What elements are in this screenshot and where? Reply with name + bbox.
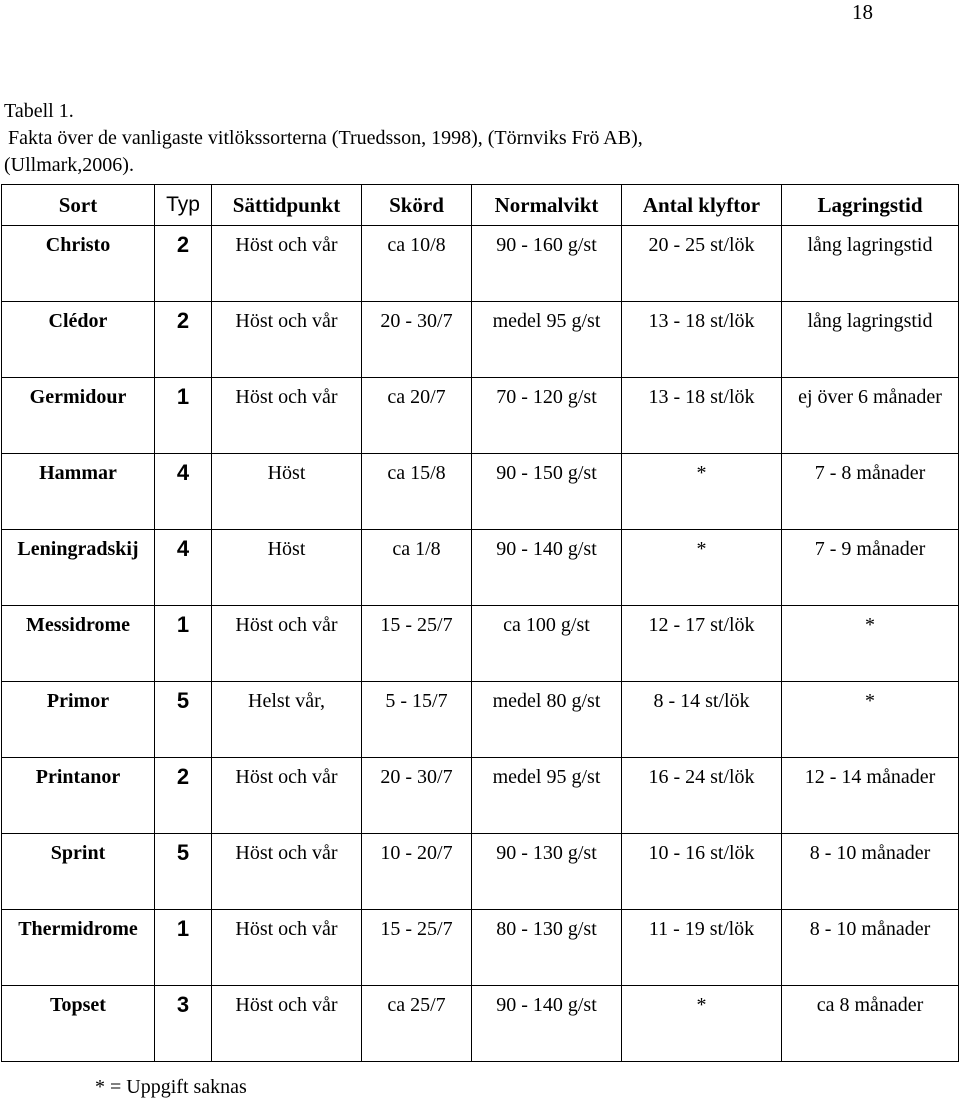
cell-skord [362, 910, 472, 986]
cell-sort [2, 606, 155, 682]
cell-normalvikt-text: medel 80 g/st [492, 690, 601, 712]
cell-normalvikt [472, 606, 622, 682]
cell-typ-text: 1 [176, 384, 190, 409]
cell-typ-text: 4 [176, 536, 190, 561]
cell-sort [2, 758, 155, 834]
cell-sort-text: Sprint [50, 842, 106, 864]
cell-antal-klyftor-text: 13 - 18 st/lök [648, 310, 755, 332]
caption-table-label: Tabell 1. [4, 100, 74, 122]
cell-lagringstid-text: ej över 6 månader [798, 386, 942, 408]
cell-sort-text: Clédor [48, 310, 108, 332]
cell-lagringstid-text: ca 8 månader [816, 994, 924, 1016]
cell-sort [2, 986, 155, 1062]
header-lagringstid: Lagringstid [782, 185, 959, 226]
cell-sort [2, 530, 155, 606]
cell-typ-text: 4 [176, 460, 190, 485]
cell-lagringstid [782, 226, 959, 302]
cell-skord-text: 15 - 25/7 [380, 614, 453, 636]
header-sattidpunkt: Sättidpunkt [212, 185, 362, 226]
cell-lagringstid-text: * [865, 690, 875, 712]
cell-typ-text: 3 [176, 992, 190, 1017]
cell-lagringstid-text: 8 - 10 månader [809, 842, 931, 864]
cell-typ [155, 758, 212, 834]
cell-typ [155, 454, 212, 530]
cell-skord [362, 378, 472, 454]
cell-skord [362, 834, 472, 910]
cell-sattidpunkt-text: Höst och vår [235, 386, 338, 408]
cell-normalvikt-text: medel 95 g/st [492, 310, 601, 332]
cell-sort-text: Germidour [29, 386, 127, 408]
cell-typ [155, 378, 212, 454]
cell-lagringstid-text: lång lagringstid [807, 234, 933, 256]
cell-sort [2, 682, 155, 758]
cell-skord-text: ca 15/8 [387, 462, 446, 484]
cell-skord [362, 454, 472, 530]
cell-typ [155, 986, 212, 1062]
cell-sort [2, 302, 155, 378]
cell-skord [362, 226, 472, 302]
cell-sattidpunkt-text: Höst och vår [235, 310, 338, 332]
cell-normalvikt [472, 530, 622, 606]
cell-antal-klyftor [622, 606, 782, 682]
header-skord: Skörd [362, 185, 472, 226]
cell-skord-text: ca 20/7 [387, 386, 446, 408]
header-typ: Typ [155, 185, 212, 226]
page-number: 18 [852, 0, 873, 24]
cell-lagringstid [782, 302, 959, 378]
cell-antal-klyftor [622, 986, 782, 1062]
cell-antal-klyftor-text: * [696, 462, 707, 484]
cell-typ [155, 226, 212, 302]
cell-lagringstid [782, 454, 959, 530]
cell-sattidpunkt [212, 758, 362, 834]
caption-source: (Ullmark,2006). [4, 154, 134, 176]
cell-sattidpunkt-text: Höst och vår [235, 234, 338, 256]
cell-normalvikt-text: 70 - 120 g/st [496, 386, 597, 408]
table-header-row [2, 185, 959, 226]
cell-antal-klyftor [622, 302, 782, 378]
caption-description: Fakta över de vanligaste vitlökssorterna (Truedsson, 1998), (Törnviks Frö AB), [8, 127, 643, 149]
cell-lagringstid [782, 834, 959, 910]
cell-antal-klyftor-text: 10 - 16 st/lök [648, 842, 755, 864]
cell-antal-klyftor-text: 13 - 18 st/lök [648, 386, 755, 408]
cell-normalvikt [472, 454, 622, 530]
cell-sattidpunkt [212, 986, 362, 1062]
header-sort: Sort [2, 185, 155, 226]
table-row [2, 226, 959, 302]
table-row [2, 986, 959, 1062]
cell-lagringstid [782, 758, 959, 834]
cell-sattidpunkt-text: Höst och vår [235, 918, 338, 940]
cell-lagringstid [782, 606, 959, 682]
cell-normalvikt [472, 986, 622, 1062]
cell-antal-klyftor-text: 11 - 19 st/lök [648, 918, 755, 940]
cell-typ [155, 302, 212, 378]
cell-antal-klyftor [622, 454, 782, 530]
cell-sort [2, 910, 155, 986]
cell-sattidpunkt [212, 378, 362, 454]
cell-sattidpunkt-text: Höst och vår [235, 842, 338, 864]
cell-lagringstid [782, 378, 959, 454]
cell-normalvikt-text: 90 - 140 g/st [496, 538, 597, 560]
cell-sattidpunkt [212, 530, 362, 606]
cell-sattidpunkt-text: Höst och vår [235, 766, 338, 788]
cell-lagringstid [782, 910, 959, 986]
table-row [2, 606, 959, 682]
cell-sattidpunkt-text: Höst [267, 538, 306, 560]
cell-sort-text: Hammar [39, 462, 117, 484]
cell-skord [362, 758, 472, 834]
cell-skord-text: ca 25/7 [387, 994, 446, 1016]
cell-normalvikt [472, 226, 622, 302]
cell-normalvikt-text: 90 - 160 g/st [496, 234, 597, 256]
cell-normalvikt-text: 90 - 150 g/st [496, 462, 597, 484]
cell-sort-text: Messidrome [25, 614, 131, 636]
cell-typ-text: 2 [176, 308, 190, 333]
table-row [2, 758, 959, 834]
cell-normalvikt [472, 682, 622, 758]
cell-lagringstid [782, 682, 959, 758]
cell-skord-text: ca 10/8 [387, 234, 446, 256]
cell-sattidpunkt-text: Helst vår, [248, 690, 325, 712]
cell-normalvikt-text: 80 - 130 g/st [496, 918, 597, 940]
cell-sattidpunkt-text: Höst och vår [235, 614, 338, 636]
cell-antal-klyftor-text: 16 - 24 st/lök [648, 766, 755, 788]
cell-skord-text: 5 - 15/7 [385, 690, 448, 712]
cell-typ-text: 1 [176, 612, 190, 637]
cell-sattidpunkt [212, 682, 362, 758]
cell-normalvikt [472, 758, 622, 834]
cell-antal-klyftor [622, 226, 782, 302]
cell-normalvikt-text: 90 - 140 g/st [496, 994, 597, 1016]
cell-typ [155, 606, 212, 682]
cell-sattidpunkt [212, 910, 362, 986]
cell-skord-text: 20 - 30/7 [380, 766, 453, 788]
table-row [2, 530, 959, 606]
cell-skord [362, 682, 472, 758]
cell-skord [362, 302, 472, 378]
header-normalvikt: Normalvikt [472, 185, 622, 226]
cell-sort [2, 454, 155, 530]
cell-sort-text: Printanor [35, 766, 121, 788]
cell-antal-klyftor-text: 8 - 14 st/lök [653, 690, 750, 712]
cell-skord-text: ca 1/8 [392, 538, 441, 560]
cell-typ [155, 834, 212, 910]
table-caption [4, 98, 954, 179]
cell-typ [155, 682, 212, 758]
cell-typ [155, 530, 212, 606]
cell-sattidpunkt [212, 302, 362, 378]
cell-lagringstid-text: 12 - 14 månader [804, 766, 936, 788]
cell-normalvikt-text: medel 95 g/st [492, 766, 601, 788]
cell-skord-text: 10 - 20/7 [380, 842, 453, 864]
cell-lagringstid-text: 7 - 8 månader [814, 462, 926, 484]
table-row [2, 682, 959, 758]
cell-normalvikt [472, 910, 622, 986]
cell-skord [362, 986, 472, 1062]
cell-sort [2, 226, 155, 302]
cell-antal-klyftor-text: * [696, 994, 707, 1016]
cell-sort [2, 834, 155, 910]
table-row [2, 454, 959, 530]
cell-sattidpunkt [212, 606, 362, 682]
cell-sort-text: Christo [45, 234, 111, 256]
cell-skord-text: 15 - 25/7 [380, 918, 453, 940]
cell-lagringstid [782, 986, 959, 1062]
cell-lagringstid-text: * [865, 614, 875, 636]
cell-typ [155, 910, 212, 986]
cell-normalvikt-text: 90 - 130 g/st [496, 842, 597, 864]
cell-sattidpunkt-text: Höst [267, 462, 306, 484]
header-antal-klyftor: Antal klyftor [622, 185, 782, 226]
table-row [2, 910, 959, 986]
cell-sort-text: Thermidrome [18, 918, 138, 940]
cell-normalvikt-text: ca 100 g/st [503, 614, 590, 636]
table-row [2, 378, 959, 454]
cell-sattidpunkt [212, 226, 362, 302]
cell-antal-klyftor [622, 834, 782, 910]
cell-sattidpunkt [212, 454, 362, 530]
footnote: * = Uppgift saknas [95, 1076, 247, 1098]
cell-typ-text: 5 [176, 840, 190, 865]
table-row [2, 302, 959, 378]
cell-antal-klyftor [622, 910, 782, 986]
cell-normalvikt [472, 302, 622, 378]
cell-sort [2, 378, 155, 454]
cell-skord-text: 20 - 30/7 [380, 310, 453, 332]
cell-sattidpunkt-text: Höst och vår [235, 994, 338, 1016]
cell-normalvikt [472, 378, 622, 454]
cell-lagringstid-text: 7 - 9 månader [814, 538, 926, 560]
cell-antal-klyftor [622, 530, 782, 606]
table-row [2, 834, 959, 910]
cell-skord [362, 606, 472, 682]
cell-sort-text: Primor [46, 690, 110, 712]
cell-typ-text: 5 [176, 688, 190, 713]
cell-sort-text: Topset [50, 994, 106, 1016]
cell-skord [362, 530, 472, 606]
cell-lagringstid [782, 530, 959, 606]
cell-typ-text: 2 [176, 232, 190, 257]
cell-antal-klyftor-text: * [696, 538, 707, 560]
cell-typ-text: 1 [176, 916, 190, 941]
cell-sort-text: Leningradskij [17, 538, 139, 560]
cell-antal-klyftor [622, 758, 782, 834]
cell-typ-text: 2 [176, 764, 190, 789]
cell-sattidpunkt [212, 834, 362, 910]
cell-lagringstid-text: 8 - 10 månader [809, 918, 931, 940]
garlic-varieties-table [1, 184, 959, 1062]
cell-normalvikt [472, 834, 622, 910]
cell-lagringstid-text: lång lagringstid [807, 310, 933, 332]
cell-antal-klyftor-text: 12 - 17 st/lök [648, 614, 755, 636]
cell-antal-klyftor [622, 682, 782, 758]
cell-antal-klyftor [622, 378, 782, 454]
cell-antal-klyftor-text: 20 - 25 st/lök [648, 234, 755, 256]
